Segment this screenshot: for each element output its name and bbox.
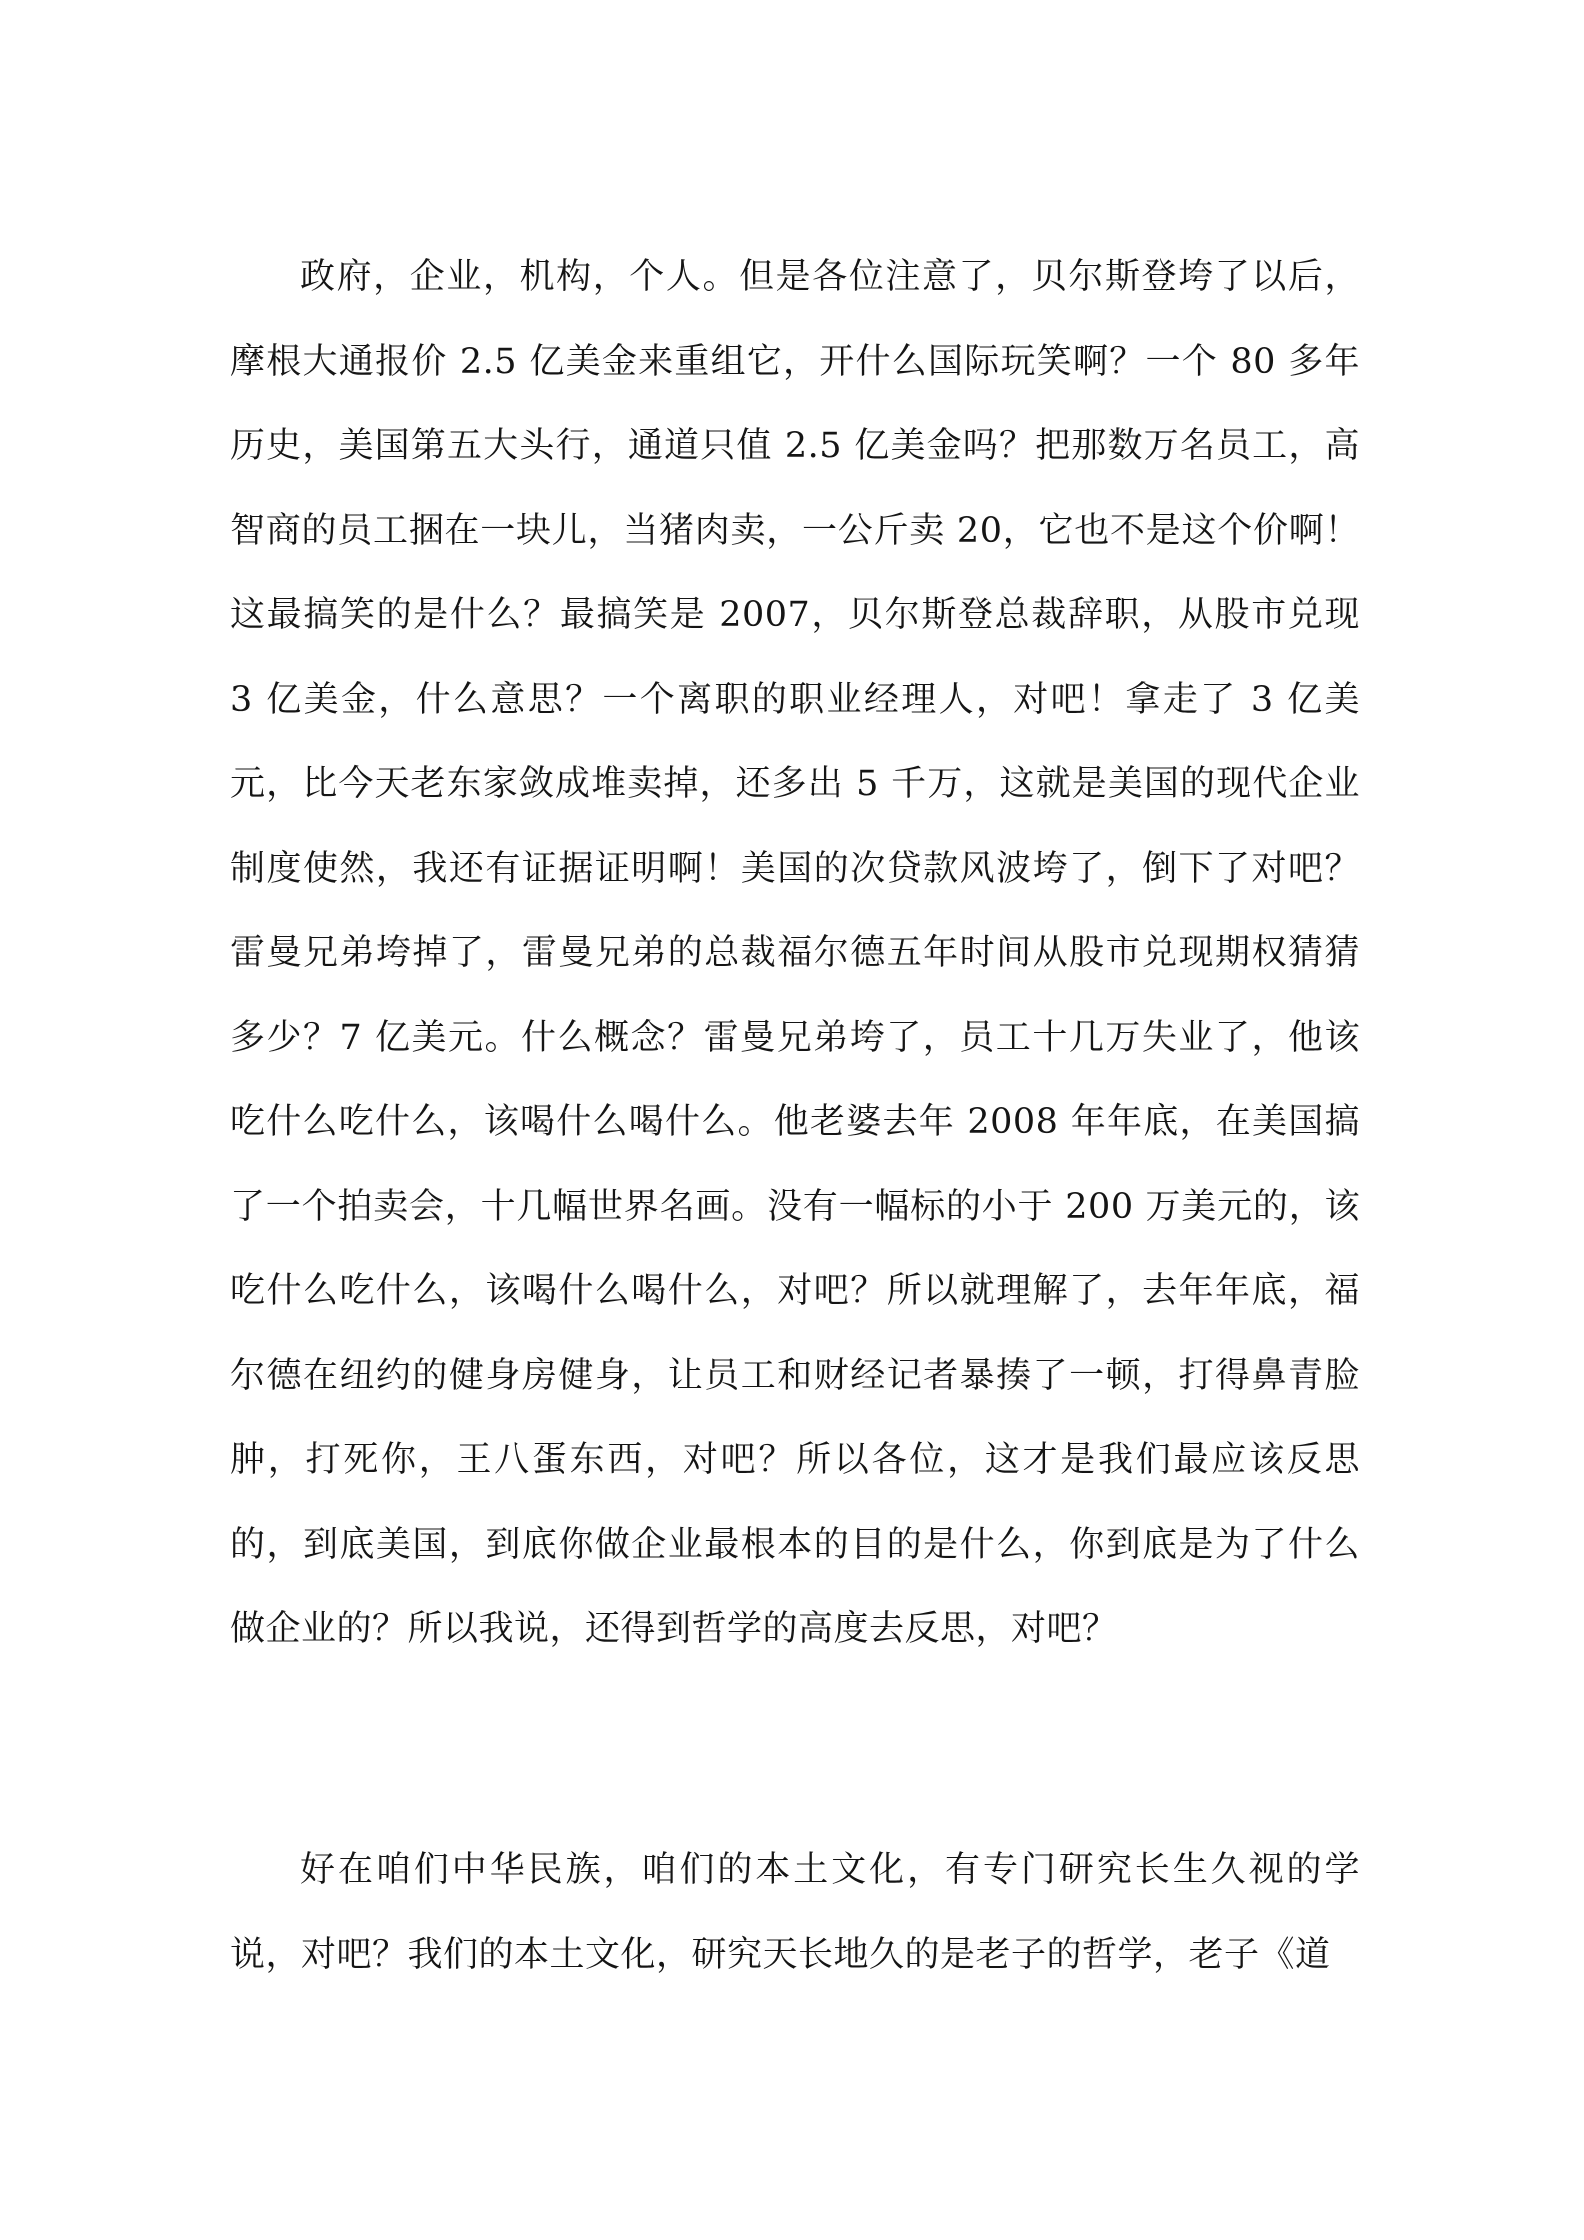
body-paragraph-1: 政府，企业，机构，个人。但是各位注意了，贝尔斯登垮了以后，摩根大通报价 2.5 亿美金来重组它，开什么国际玩笑啊？一个 80 多年历史，美国第五大头行，通道只值 2.5 亿美金吗？把那数万名员工，高智商的员工捆在一块儿，当猪肉卖，一公斤卖 20，它也不是这个价啊！这最搞笑的是什么？最搞笑是 2007，贝尔斯登总裁辞职，从股市兑现 3 亿美金，什么意思？一个离职的职业经理人，对吧！拿走了 3 亿美元，比今天老东家敛成堆卖掉，还多出 5 千万，这就是美国的现代企业制度使然，我还有证据证明啊！美国的次贷款风波垮了，倒下了对吧？雷曼兄弟垮掉了，雷曼兄弟的总裁福尔德五年时间从股市兑现期权猜猜多少？7 亿美元。什么概念？雷曼兄弟垮了，员工十几万失业了，他该吃什么吃什么，该喝什么喝什么。他老婆去年 2008 年年底，在美国搞了一个拍卖会，十几幅世界名画。没有一幅标的小于 200 万美元的，该吃什么吃什么，该喝什么喝什么，对吧？所以就理解了，去年年底，福尔德在纽约的健身房健身，让员工和财经记者暴揍了一顿，打得鼻青脸肿，打死你，王八蛋东西，对吧？所以各位，这才是我们最应该反思的，到底美国，到底你做企业最根本的目的是什么，你到底是为了什么做企业的？所以我说，还得到哲学的高度去反思，对吧？ [230, 257, 1360, 1649]
body-paragraph-2: 好在咱们中华民族，咱们的本土文化，有专门研究长生久视的学说，对吧？我们的本土文化，研究天长地久的是老子的哲学，老子《道 [230, 1850, 1360, 1975]
